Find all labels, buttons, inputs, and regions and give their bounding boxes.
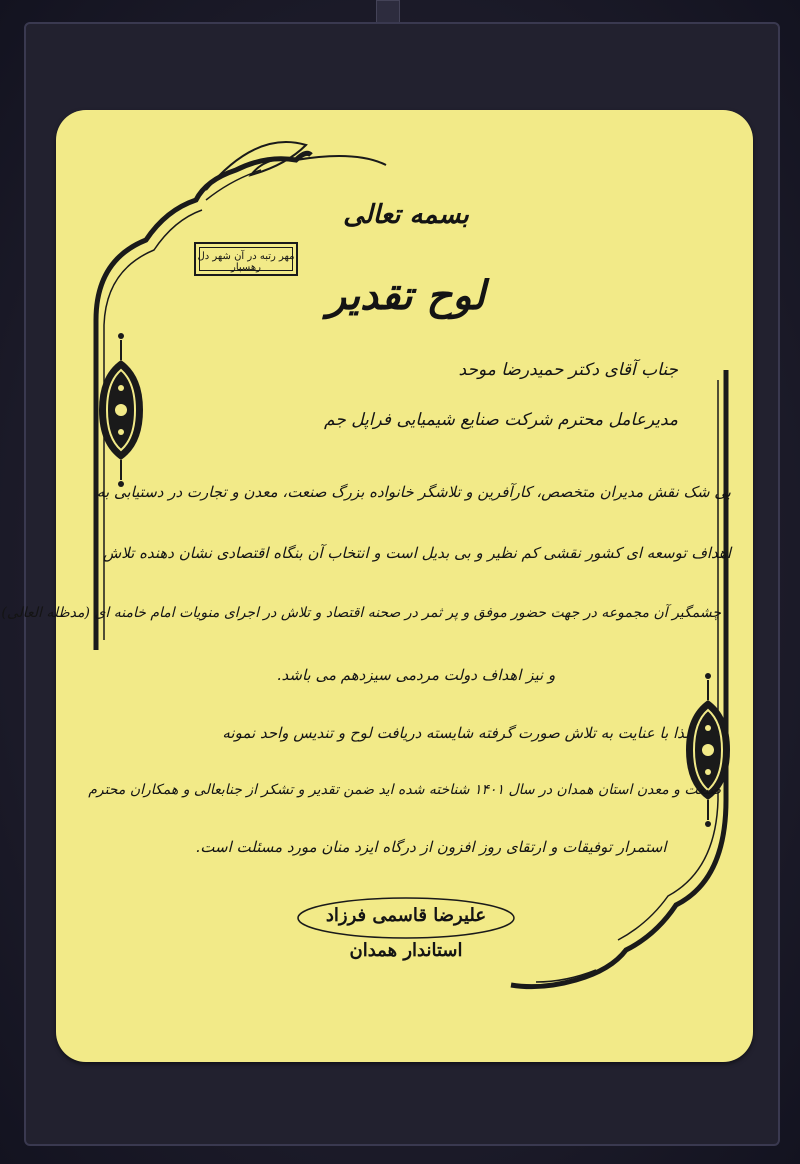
bismillah-heading: بسمه تعالی	[343, 200, 469, 230]
cartouche-text: مهر رتبه در آن شهر دل رهسپار	[197, 251, 295, 273]
recipient-name: جناب آقای دکتر حمیدرضا موحد	[458, 360, 678, 380]
calligraphy-cartouche	[194, 242, 298, 276]
signature-name: علیرضا قاسمی فرزاد	[325, 905, 487, 926]
body-line-5: لذا با عنایت به تلاش صورت گرفته شایسته دریافت لوح و تندیس واحد نمونه	[222, 724, 690, 742]
body-line-6: صنعت و معدن استان همدان در سال ۱۴۰۱ شناخته شده اید ضمن تقدیر و تشکر از جنابعالی و همکاران محترم	[88, 782, 721, 798]
plaque-title: لوح تقدیر	[326, 272, 486, 319]
body-line-2: اهداف توسعه ای کشور نقشی کم نظیر و بی بدیل است و انتخاب آن بنگاه اقتصادی نشان دهنده تلاش	[102, 544, 731, 562]
body-line-7: استمرار توفیقات و ارتقای روز افزون از درگاه ایزد منان مورد مسئلت است.	[195, 838, 667, 856]
right-paisley-ornament	[686, 673, 730, 827]
signature-title: استاندار همدان	[349, 940, 463, 961]
left-paisley-ornament	[99, 333, 143, 487]
recipient-position: مدیرعامل محترم شرکت صنایع شیمیایی فراپل جم	[324, 410, 678, 430]
body-line-1: بی شک نقش مدیران متخصص، کارآفرین و تلاشگر خانواده بزرگ صنعت، معدن و تجارت در دستیابی به	[96, 483, 731, 501]
body-line-4: و نیز اهداف دولت مردمی سیزدهم می باشد.	[276, 666, 556, 684]
appreciation-plaque	[1, 110, 753, 1062]
body-line-3: چشمگیر آن مجموعه در جهت حضور موفق و پر ثمر در صحنه اقتصاد و تلاش در اجرای منویات امام خامنه ای (مدظله العالی)	[1, 605, 721, 621]
